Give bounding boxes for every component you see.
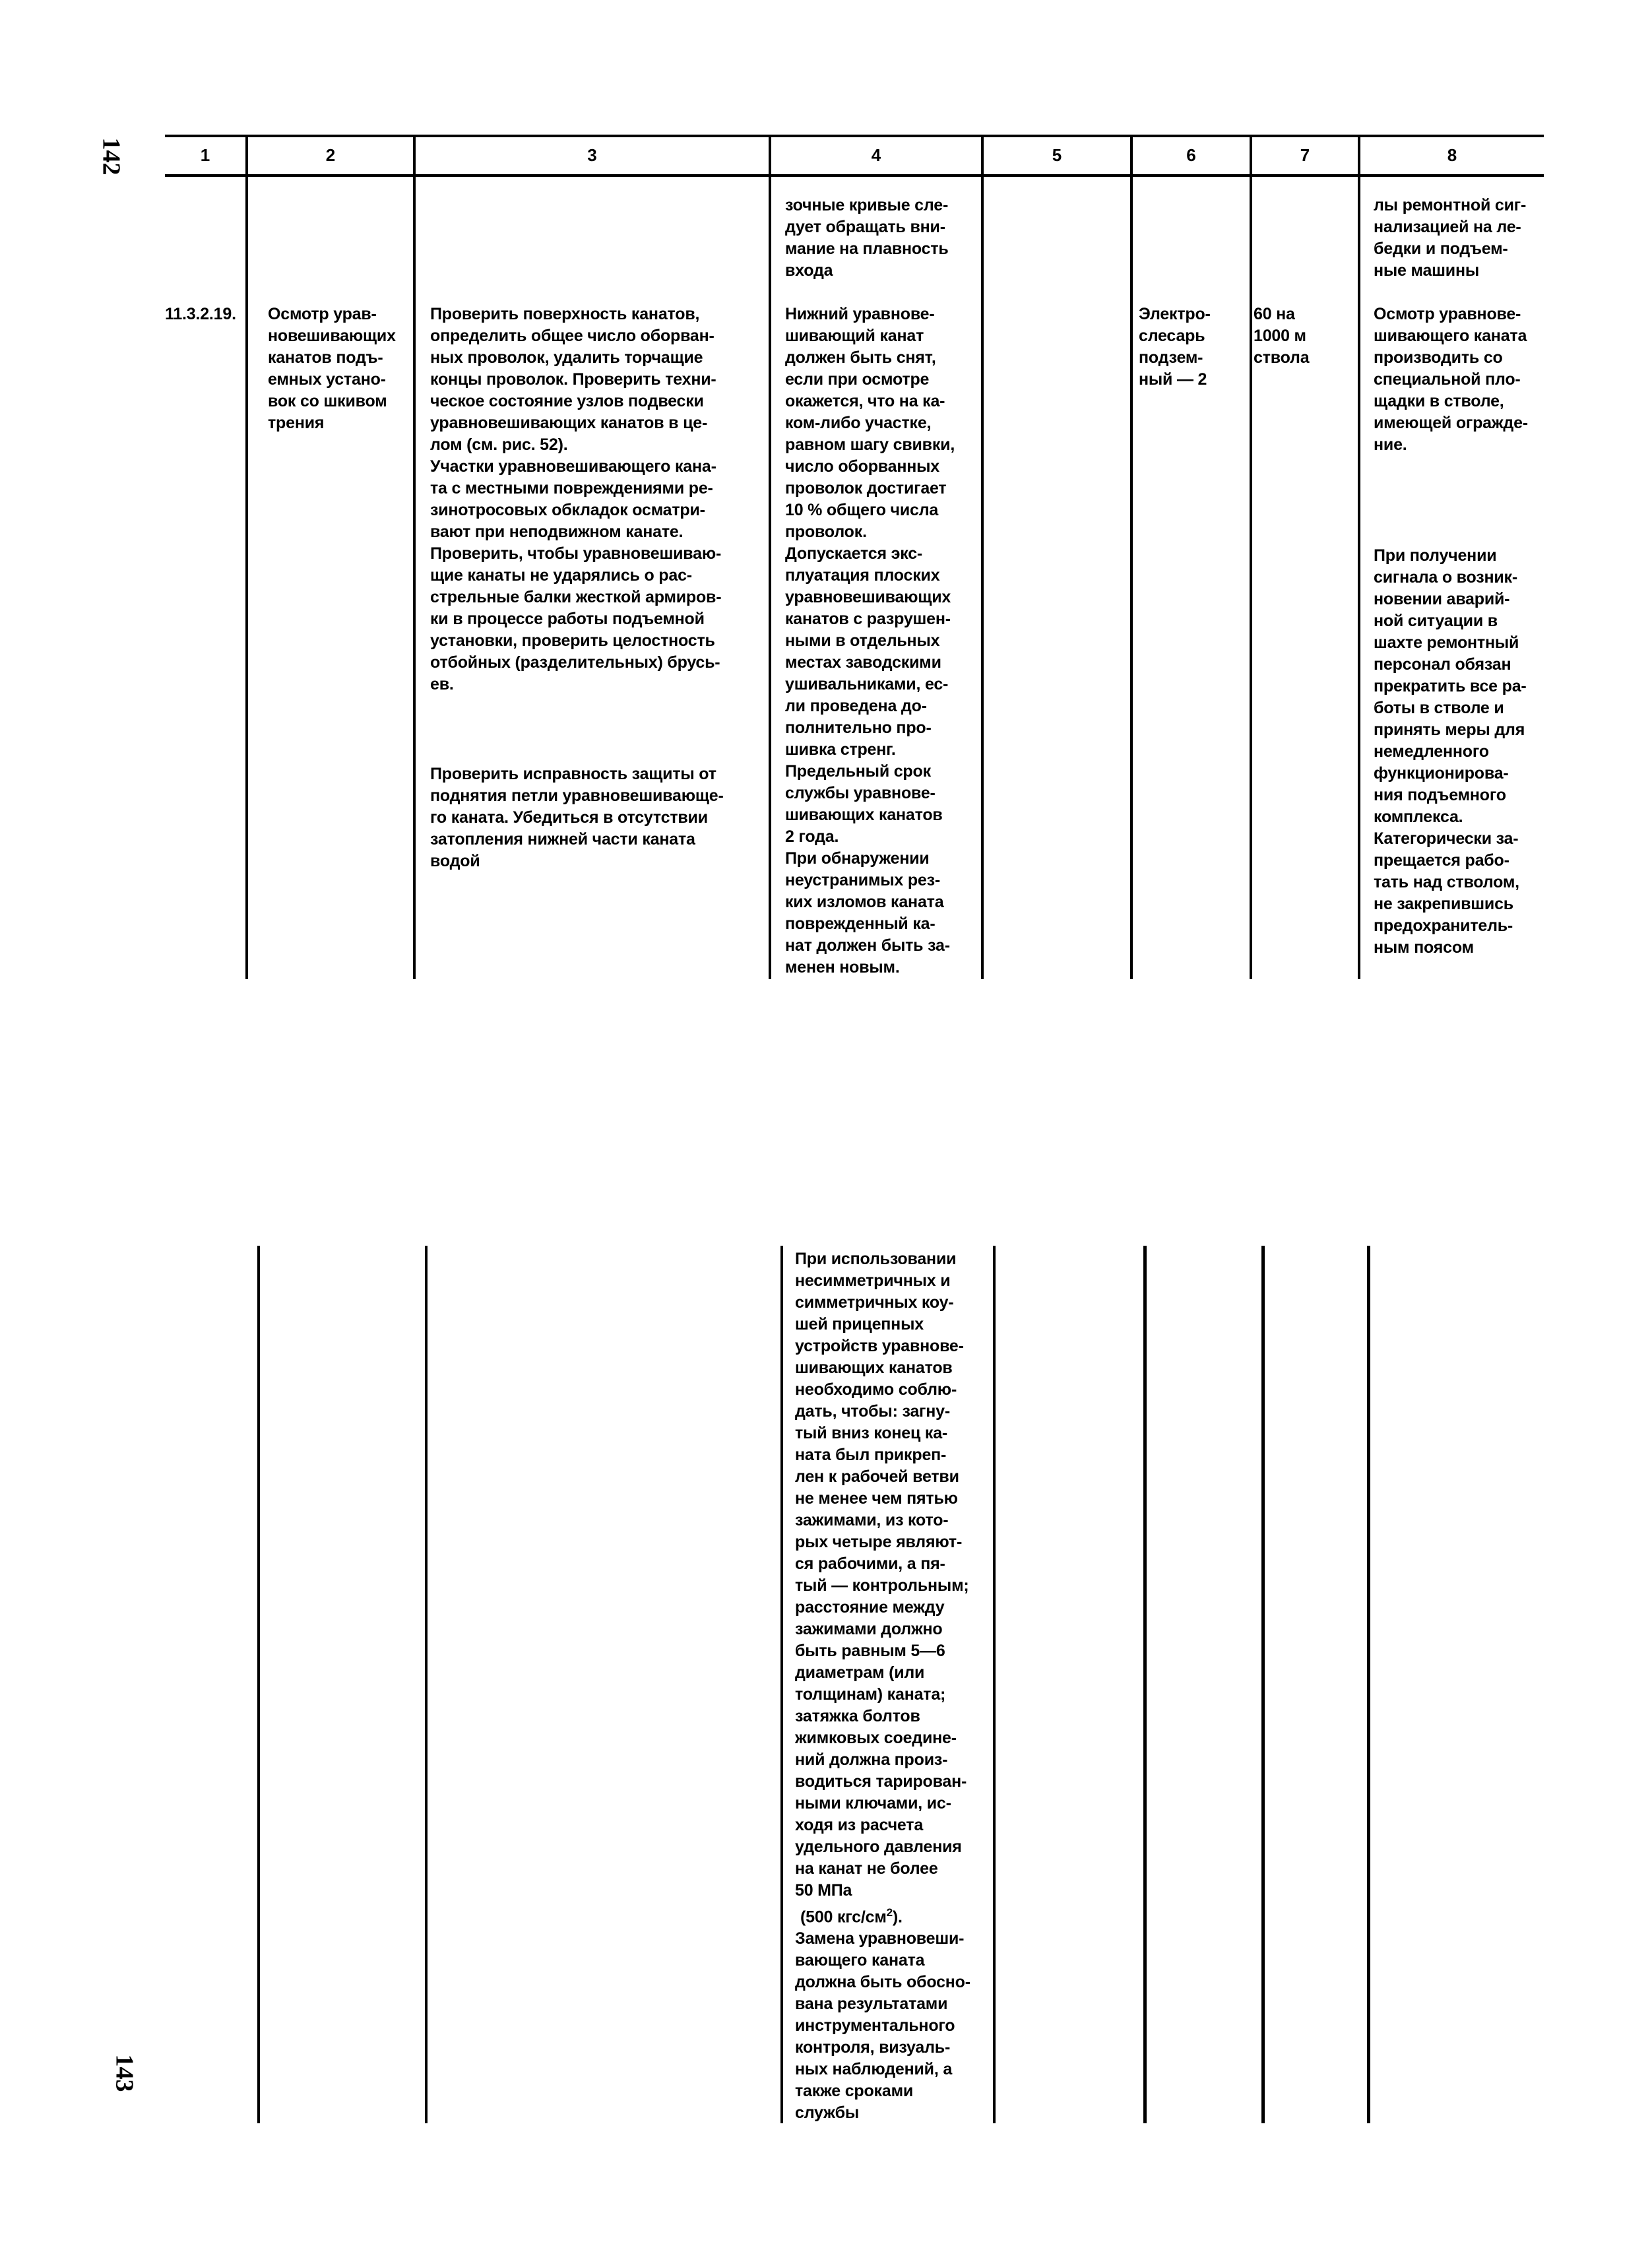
rope-replacement-text: Замена уравновеши- вающего каната должна быть обосно- вана результатами инструментального контроля, визуаль- ных наблюдений, а также сроками службы (795, 1929, 970, 2123)
continued-requirements-text: зочные кривые сле- дует обращать вни- мание на плавность входа (785, 196, 949, 280)
lower-column-divider (425, 1246, 428, 2123)
lower-column-divider (1367, 1246, 1370, 2123)
page-number-right: 143 (110, 2054, 139, 2092)
technical-requirements: Нижний уравнове- шивающий канат должен быть снят, если при осмотре окажется, что на ка- ком-либо участке, равном шагу свивки, число оборванных проволок достигает 10 % общего числа проволок. Допускается экс- плуатация плоских уравновешивающих канатов с разрушен- ными в отдельных местах заводскими ушивальниками, ес- ли проведена до- полнительно про- шивка стренг. Предельный срок службы уравнове- шивающих канатов 2 года. При обнаружении неустранимых рез- ких изломов каната поврежденный ка- нат должен быть за- менен новым. (785, 305, 955, 977)
lower-column-divider (993, 1246, 996, 2123)
work-content-protection: Проверить исправность защиты от поднятия петли уравновешивающе- го каната. Убедиться в отсутствии затопления нижней части каната водой (430, 765, 724, 870)
item-number: 11.3.2.19. (165, 305, 236, 323)
labor-norm: 60 на 1000 м ствола (1254, 305, 1310, 367)
coupling-requirements-text: При использовании несимметричных и симметричных коу- шей прицепных устройств уравнове- шивающих канатов необходимо соблю- дать, чтобы: загну- тый вниз конец ка- ната был прикреп- лен к рабочей ветви не менее чем пятью зажимами, из кото- рых четыре являют- ся рабочими, а пя- тый — контрольным; расстояние между зажимами должно быть равным 5—6 диаметрам (или толщинам) каната; затяжка болтов жимковых соедине- ний должна произ- водиться тарирован- ными ключами, ис- ходя из расчета удельного давления на канат не более 50 МПа (795, 1250, 969, 1900)
notes-emergency: При получении сигнала о возник- новении аварий- ной ситуации в шахте ремонтный персонал обязан прекратить все ра- боты в стволе и принять меры для немедленного функционирова- ния подъемного комплекса. Категорически за- прещается рабо- тать над стволом, не закрепившись предохранитель- ным поясом (1374, 546, 1527, 957)
column-header-3: 3 (587, 145, 597, 165)
table-header-rule (165, 174, 1544, 177)
lower-column-divider (1143, 1246, 1147, 2123)
column-header-7: 7 (1300, 145, 1310, 165)
table-top-rule (165, 135, 1544, 137)
continued-notes-text: лы ремонтной сиг- нализацией на ле- бедки и подъем- ные машины (1374, 196, 1527, 280)
column-divider (1130, 135, 1133, 979)
notes-inspection: Осмотр уравнове- шивающего каната производить со специальной пло- щадки в стволе, имеющей огражде- ние. (1374, 305, 1528, 454)
coupling-requirements-unit: (500 кгс/$см^2$). (800, 1906, 903, 1927)
lower-column-divider (1261, 1246, 1265, 2123)
page-number-left: 142 (97, 137, 125, 176)
column-header-5: 5 (1052, 145, 1062, 165)
column-divider (1250, 135, 1252, 979)
work-title: Осмотр урав- новешивающих канатов подъ- емных устано- вок со шкивом трения (268, 305, 396, 432)
column-header-6: 6 (1186, 145, 1196, 165)
column-header-2: 2 (325, 145, 336, 165)
work-content-main: Проверить поверхность канатов, определить общее число оборван- ных проволок, удалить торчащие концы проволок. Проверить техни- ческое состояние узлов подвески уравновешивающих канатов в це- лом (см. рис. 52). Участки уравновешивающего кана- та с местными повреждениями ре- зинотросовых обкладок осматри- вают при неподвижном канате. Проверить, чтобы уравновешиваю- щие канаты не ударялись о рас- стрельные балки жесткой армиров- ки в процессе работы подъемной установки, проверить целостность отбойных (разделительных) брусь- ев. (430, 305, 722, 693)
column-header-4: 4 (871, 145, 881, 165)
column-divider (1358, 135, 1360, 979)
column-divider (413, 135, 416, 979)
column-header-8: 8 (1447, 145, 1457, 165)
column-header-1: 1 (200, 145, 210, 165)
coupling-requirements (795, 1248, 993, 2124)
performer: Электро- слесарь подзем- ный — 2 (1139, 305, 1211, 389)
lower-column-divider (257, 1246, 260, 2123)
column-divider (245, 135, 248, 979)
lower-column-divider (780, 1246, 783, 2123)
